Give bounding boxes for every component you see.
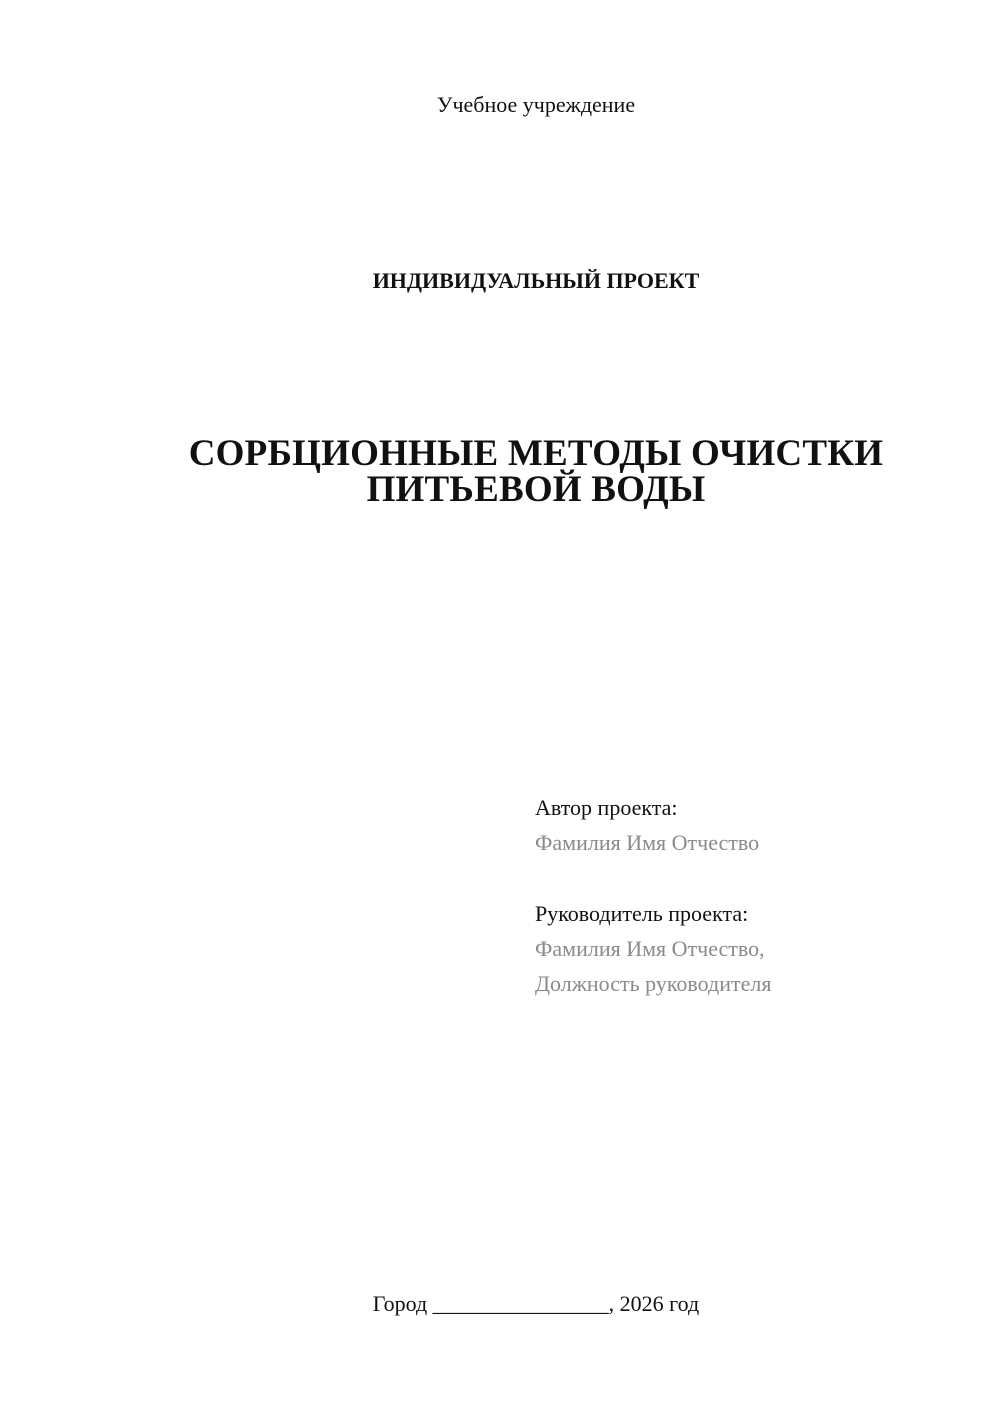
project-title-line-2: ПИТЬЕВОЙ ВОДЫ [366,469,706,510]
info-spacer [535,860,771,896]
project-info-block [535,790,771,1001]
institution-name: Учебное учреждение [436,92,636,117]
supervisor-name: Фамилия Имя Отчество, [535,936,765,961]
city-year-line: Город ________________, 2026 год [372,1291,700,1316]
author-label: Автор проекта: [535,795,678,820]
supervisor-label: Руководитель проекта: [535,901,749,926]
supervisor-position: Должность руководителя [535,971,772,996]
document-type: ИНДИВИДУАЛЬНЫЙ ПРОЕКТ [372,268,700,293]
project-title-line-1: СОРБЦИОННЫЕ МЕТОДЫ ОЧИСТКИ [188,433,884,474]
author-name: Фамилия Имя Отчество [535,830,760,855]
project-title [0,433,1000,510]
